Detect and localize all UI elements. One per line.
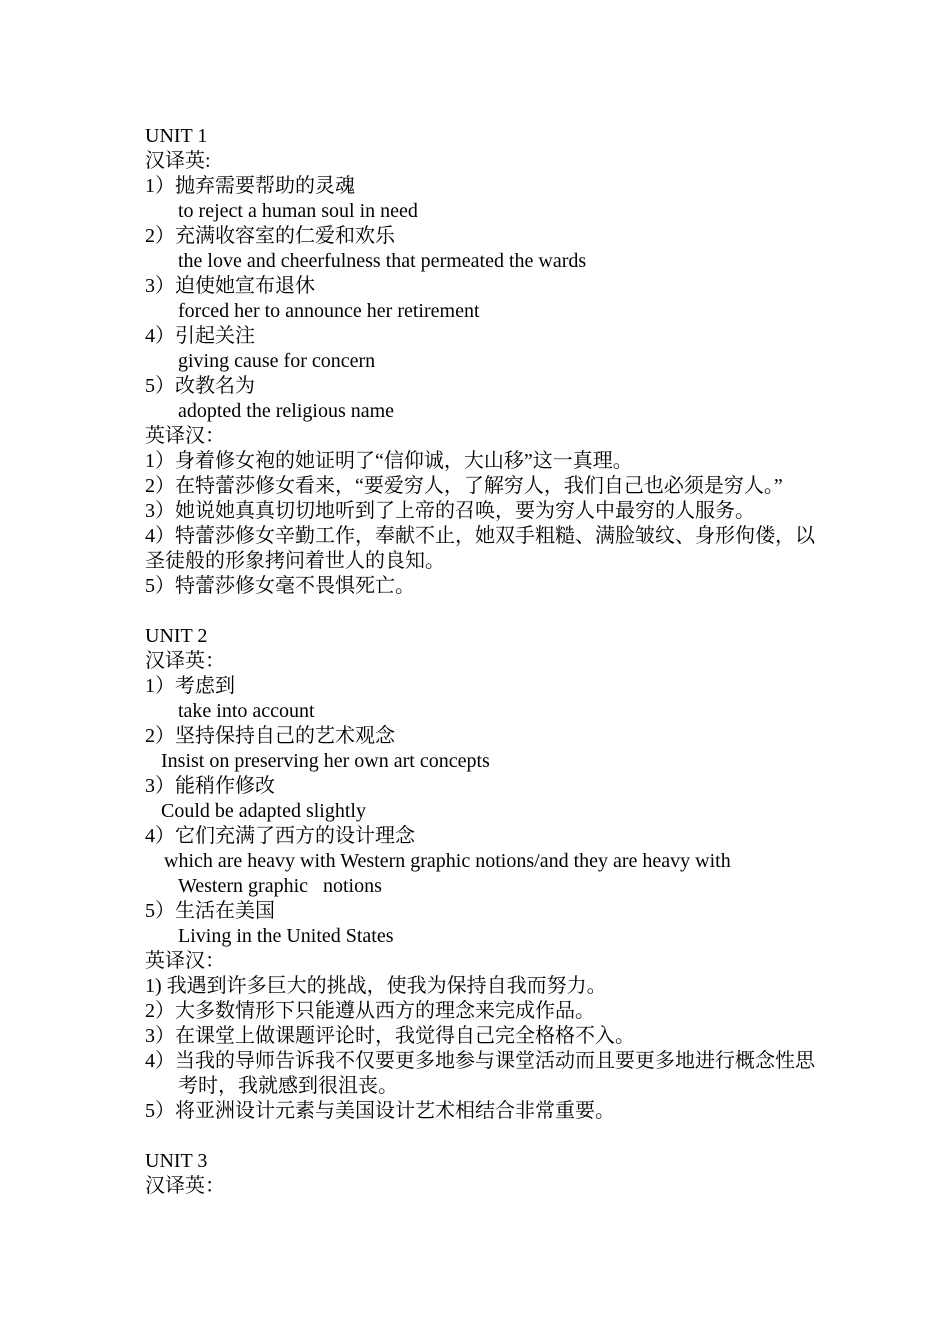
- section-spacer: [145, 599, 825, 624]
- c2e-item-zh: 5）生活在美国: [145, 900, 275, 922]
- e2c-item: 1) 我遇到许多巨大的挑战，使我为保持自我而努力。: [145, 975, 607, 997]
- e2c-item: 1）身着修女袍的她证明了“信仰诚，大山移”这一真理。: [145, 450, 633, 472]
- c2e-heading: 汉译英:: [145, 150, 211, 172]
- c2e-item-en: Could be adapted slightly: [161, 800, 366, 822]
- c2e-item-zh: 4）它们充满了西方的设计理念: [145, 825, 415, 847]
- e2c-item: 4）特蕾莎修女辛勤工作，奉献不止，她双手粗糙、满脸皱纹、身形佝偻，以圣徒般的形象拷问着世人的良知。: [145, 525, 815, 572]
- c2e-item-zh: 2）充满收容室的仁爱和欢乐: [145, 225, 395, 247]
- c2e-item-en: Insist on preserving her own art concepts: [161, 750, 490, 772]
- c2e-item-en: to reject a human soul in need: [178, 200, 418, 222]
- c2e-item-zh: 1）考虑到: [145, 675, 235, 697]
- unit-title: UNIT 2: [145, 625, 208, 647]
- c2e-item-en: take into account: [178, 700, 315, 722]
- c2e-item-en: the love and cheerfulness that permeated the wards: [178, 250, 587, 272]
- e2c-heading: 英译汉：: [145, 425, 225, 447]
- c2e-item-en: adopted the religious name: [178, 400, 395, 422]
- c2e-heading: 汉译英：: [145, 1175, 225, 1197]
- e2c-item: 5）将亚洲设计元素与美国设计艺术相结合非常重要。: [145, 1100, 615, 1122]
- e2c-item: 3）她说她真真切切地听到了上帝的召唤，要为穷人中最穷的人服务。: [145, 500, 755, 522]
- unit-title: UNIT 3: [145, 1150, 208, 1172]
- unit-title: UNIT 1: [145, 125, 208, 147]
- c2e-item-zh: 2）坚持保持自己的艺术观念: [145, 725, 395, 747]
- c2e-item-en: which are heavy with Western graphic notions/and they are heavy with: [164, 850, 731, 872]
- c2e-item-en: Living in the United States: [178, 925, 394, 947]
- section-spacer: [145, 1124, 825, 1149]
- c2e-item-zh: 5）改教名为: [145, 375, 255, 397]
- document-page: [145, 124, 825, 1199]
- c2e-item-en-continued: Western graphic notions: [178, 875, 382, 897]
- e2c-item: 5）特蕾莎修女毫不畏惧死亡。: [145, 575, 415, 597]
- e2c-item: 2）大多数情形下只能遵从西方的理念来完成作品。: [145, 1000, 595, 1022]
- c2e-item-zh: 1）抛弃需要帮助的灵魂: [145, 175, 355, 197]
- c2e-item-zh: 4）引起关注: [145, 325, 255, 347]
- c2e-item-zh: 3）能稍作修改: [145, 775, 275, 797]
- e2c-heading: 英译汉：: [145, 950, 225, 972]
- e2c-item: 2）在特蕾莎修女看来，“要爱穷人，了解穷人，我们自己也必须是穷人。”: [145, 475, 783, 497]
- e2c-item: 3）在课堂上做课题评论时，我觉得自己完全格格不入。: [145, 1025, 635, 1047]
- c2e-item-en: giving cause for concern: [178, 350, 376, 372]
- e2c-item: 4）当我的导师告诉我不仅要更多地参与课堂活动而且要更多地进行概念性思考时，我就感到很沮丧。: [145, 1050, 815, 1097]
- c2e-item-en: forced her to announce her retirement: [178, 300, 480, 322]
- c2e-item-zh: 3）迫使她宣布退休: [145, 275, 315, 297]
- c2e-heading: 汉译英：: [145, 650, 225, 672]
